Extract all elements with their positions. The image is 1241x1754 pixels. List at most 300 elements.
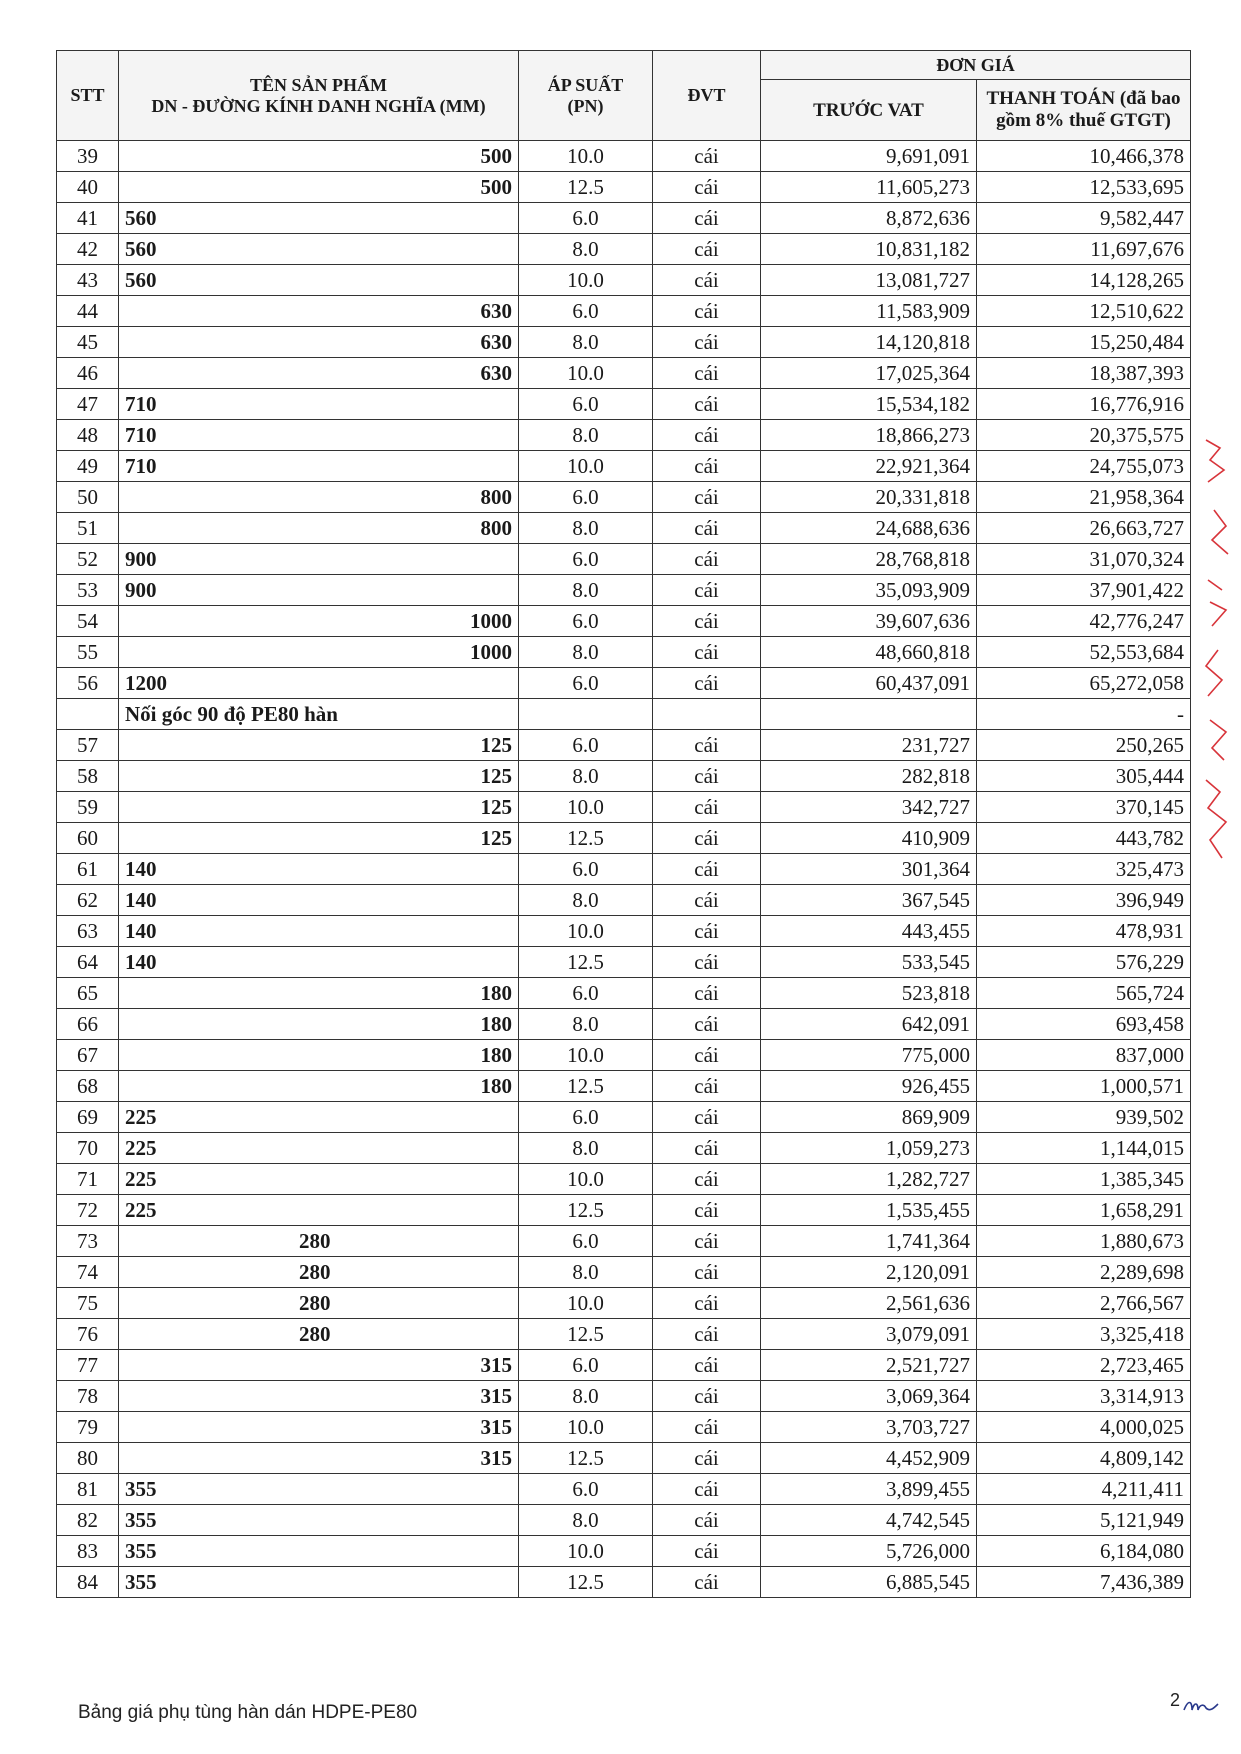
pressure-cell: 8.0 — [519, 1505, 653, 1536]
before-vat-cell: 13,081,727 — [761, 265, 977, 296]
red-margin-stamp-icon — [1200, 430, 1236, 870]
pressure-cell: 8.0 — [519, 234, 653, 265]
header-pressure-line2: (PN) — [567, 95, 604, 116]
product-cell: 125 — [119, 761, 519, 792]
before-vat-cell: 926,455 — [761, 1071, 977, 1102]
pressure-cell: 12.5 — [519, 823, 653, 854]
table-row — [57, 1536, 1191, 1567]
pressure-cell: 8.0 — [519, 1257, 653, 1288]
stt-cell: 59 — [57, 792, 119, 823]
unit-cell: cái — [653, 1226, 761, 1257]
payment-cell: 1,385,345 — [977, 1164, 1191, 1195]
stt-cell: 82 — [57, 1505, 119, 1536]
product-cell: 355 — [119, 1567, 519, 1598]
unit-cell: cái — [653, 1536, 761, 1567]
product-cell: 1200 — [119, 668, 519, 699]
pressure-cell: 8.0 — [519, 513, 653, 544]
before-vat-cell: 10,831,182 — [761, 234, 977, 265]
table-row — [57, 637, 1191, 668]
before-vat-cell: 28,768,818 — [761, 544, 977, 575]
before-vat-cell: 3,899,455 — [761, 1474, 977, 1505]
unit-cell: cái — [653, 451, 761, 482]
table-row — [57, 1381, 1191, 1412]
product-cell: 180 — [119, 1071, 519, 1102]
before-vat-cell: 14,120,818 — [761, 327, 977, 358]
stt-cell: 61 — [57, 854, 119, 885]
pressure-cell: 10.0 — [519, 265, 653, 296]
before-vat-cell: 8,872,636 — [761, 203, 977, 234]
payment-cell: 2,289,698 — [977, 1257, 1191, 1288]
stt-cell: 77 — [57, 1350, 119, 1381]
table-row — [57, 1412, 1191, 1443]
before-vat-cell: 367,545 — [761, 885, 977, 916]
pressure-cell: 8.0 — [519, 575, 653, 606]
payment-cell: 12,510,622 — [977, 296, 1191, 327]
table-header — [57, 51, 1191, 141]
payment-cell: 1,658,291 — [977, 1195, 1191, 1226]
before-vat-cell: 1,535,455 — [761, 1195, 977, 1226]
stt-cell: 44 — [57, 296, 119, 327]
stt-cell: 51 — [57, 513, 119, 544]
table-row — [57, 389, 1191, 420]
pressure-cell: 6.0 — [519, 668, 653, 699]
table-row — [57, 1443, 1191, 1474]
payment-cell: 2,723,465 — [977, 1350, 1191, 1381]
before-vat-cell: 301,364 — [761, 854, 977, 885]
before-vat-cell: 282,818 — [761, 761, 977, 792]
unit-cell: cái — [653, 761, 761, 792]
unit-cell: cái — [653, 389, 761, 420]
product-cell: 140 — [119, 947, 519, 978]
table-row — [57, 792, 1191, 823]
table-row — [57, 265, 1191, 296]
unit-cell: cái — [653, 947, 761, 978]
header-pressure — [519, 51, 653, 141]
payment-cell: 443,782 — [977, 823, 1191, 854]
stt-cell: 55 — [57, 637, 119, 668]
before-vat-cell: 533,545 — [761, 947, 977, 978]
product-cell: 560 — [119, 265, 519, 296]
table-row — [57, 358, 1191, 389]
stt-cell: 73 — [57, 1226, 119, 1257]
product-cell: 125 — [119, 730, 519, 761]
stt-cell: 39 — [57, 141, 119, 172]
stt-cell: 43 — [57, 265, 119, 296]
stt-cell: 64 — [57, 947, 119, 978]
payment-cell: - — [977, 699, 1191, 730]
product-cell: 630 — [119, 358, 519, 389]
table-row — [57, 947, 1191, 978]
table-row — [57, 420, 1191, 451]
pressure-cell: 12.5 — [519, 1071, 653, 1102]
pressure-cell: 10.0 — [519, 1164, 653, 1195]
stt-cell: 50 — [57, 482, 119, 513]
header-product — [119, 51, 519, 141]
payment-cell: 325,473 — [977, 854, 1191, 885]
table-row — [57, 141, 1191, 172]
stt-cell: 79 — [57, 1412, 119, 1443]
table-row — [57, 234, 1191, 265]
unit-cell: cái — [653, 1350, 761, 1381]
before-vat-cell: 1,741,364 — [761, 1226, 977, 1257]
pressure-cell: 12.5 — [519, 1319, 653, 1350]
payment-cell: 5,121,949 — [977, 1505, 1191, 1536]
payment-cell: 250,265 — [977, 730, 1191, 761]
before-vat-cell: 35,093,909 — [761, 575, 977, 606]
stt-cell: 75 — [57, 1288, 119, 1319]
stt-cell: 46 — [57, 358, 119, 389]
product-cell: 355 — [119, 1505, 519, 1536]
table-row — [57, 1040, 1191, 1071]
payment-cell: 396,949 — [977, 885, 1191, 916]
unit-cell: cái — [653, 1319, 761, 1350]
unit-cell: cái — [653, 854, 761, 885]
pressure-cell: 6.0 — [519, 1474, 653, 1505]
unit-cell: cái — [653, 358, 761, 389]
pressure-cell: 8.0 — [519, 327, 653, 358]
payment-cell: 24,755,073 — [977, 451, 1191, 482]
table-row — [57, 296, 1191, 327]
table-row — [57, 1102, 1191, 1133]
stt-cell: 65 — [57, 978, 119, 1009]
pressure-cell: 12.5 — [519, 1443, 653, 1474]
unit-cell: cái — [653, 141, 761, 172]
product-cell: 800 — [119, 513, 519, 544]
unit-cell: cái — [653, 823, 761, 854]
payment-cell: 6,184,080 — [977, 1536, 1191, 1567]
table-row — [57, 606, 1191, 637]
before-vat-cell: 4,452,909 — [761, 1443, 977, 1474]
page-number: 2 — [1170, 1690, 1181, 1710]
pressure-cell: 8.0 — [519, 1133, 653, 1164]
product-cell: 710 — [119, 451, 519, 482]
payment-cell: 1,000,571 — [977, 1071, 1191, 1102]
unit-cell: cái — [653, 668, 761, 699]
stt-cell: 66 — [57, 1009, 119, 1040]
unit-cell: cái — [653, 885, 761, 916]
stt-cell: 47 — [57, 389, 119, 420]
product-cell: 560 — [119, 203, 519, 234]
unit-cell: cái — [653, 1381, 761, 1412]
table-body — [57, 141, 1191, 1598]
stt-cell: 63 — [57, 916, 119, 947]
unit-cell — [653, 699, 761, 730]
stt-cell: 42 — [57, 234, 119, 265]
table-row — [57, 1319, 1191, 1350]
header-product-line1: TÊN SẢN PHẨM — [249, 74, 387, 95]
pressure-cell: 6.0 — [519, 1102, 653, 1133]
table-row — [57, 327, 1191, 358]
product-cell: 225 — [119, 1133, 519, 1164]
table-row — [57, 668, 1191, 699]
product-cell: 355 — [119, 1536, 519, 1567]
pressure-cell: 8.0 — [519, 1009, 653, 1040]
payment-cell: 42,776,247 — [977, 606, 1191, 637]
pressure-cell: 10.0 — [519, 1536, 653, 1567]
unit-cell: cái — [653, 1009, 761, 1040]
pressure-cell: 6.0 — [519, 296, 653, 327]
payment-cell: 15,250,484 — [977, 327, 1191, 358]
unit-cell: cái — [653, 978, 761, 1009]
product-cell: 800 — [119, 482, 519, 513]
stt-cell: 56 — [57, 668, 119, 699]
before-vat-cell: 443,455 — [761, 916, 977, 947]
product-cell: 630 — [119, 327, 519, 358]
product-cell: 140 — [119, 854, 519, 885]
unit-cell: cái — [653, 792, 761, 823]
product-cell: 315 — [119, 1350, 519, 1381]
unit-cell: cái — [653, 482, 761, 513]
unit-cell: cái — [653, 513, 761, 544]
header-payment: THANH TOÁN (đã bao gồm 8% thuế GTGT) — [977, 80, 1191, 141]
stt-cell: 54 — [57, 606, 119, 637]
pressure-cell: 10.0 — [519, 916, 653, 947]
stt-cell: 48 — [57, 420, 119, 451]
before-vat-cell: 775,000 — [761, 1040, 977, 1071]
product-cell: 710 — [119, 420, 519, 451]
table-row — [57, 823, 1191, 854]
pressure-cell: 6.0 — [519, 1350, 653, 1381]
stt-cell: 83 — [57, 1536, 119, 1567]
payment-cell: 12,533,695 — [977, 172, 1191, 203]
pressure-cell: 10.0 — [519, 1412, 653, 1443]
payment-cell: 4,211,411 — [977, 1474, 1191, 1505]
table-row — [57, 575, 1191, 606]
before-vat-cell: 48,660,818 — [761, 637, 977, 668]
unit-cell: cái — [653, 1257, 761, 1288]
payment-cell: 576,229 — [977, 947, 1191, 978]
unit-cell: cái — [653, 1195, 761, 1226]
payment-cell: 11,697,676 — [977, 234, 1191, 265]
stt-cell: 74 — [57, 1257, 119, 1288]
unit-cell: cái — [653, 234, 761, 265]
before-vat-cell: 17,025,364 — [761, 358, 977, 389]
stt-cell: 81 — [57, 1474, 119, 1505]
stt-cell: 68 — [57, 1071, 119, 1102]
table-row — [57, 1474, 1191, 1505]
stt-cell: 62 — [57, 885, 119, 916]
before-vat-cell: 5,726,000 — [761, 1536, 977, 1567]
before-vat-cell: 11,605,273 — [761, 172, 977, 203]
stt-cell: 67 — [57, 1040, 119, 1071]
unit-cell: cái — [653, 637, 761, 668]
stt-cell: 53 — [57, 575, 119, 606]
payment-cell: 3,325,418 — [977, 1319, 1191, 1350]
unit-cell: cái — [653, 172, 761, 203]
product-cell: 315 — [119, 1412, 519, 1443]
payment-cell: 837,000 — [977, 1040, 1191, 1071]
payment-cell: 1,144,015 — [977, 1133, 1191, 1164]
product-cell: 560 — [119, 234, 519, 265]
payment-cell: 65,272,058 — [977, 668, 1191, 699]
before-vat-cell — [761, 699, 977, 730]
pressure-cell: 10.0 — [519, 792, 653, 823]
payment-cell: 14,128,265 — [977, 265, 1191, 296]
pressure-cell: 6.0 — [519, 978, 653, 1009]
table-row — [57, 544, 1191, 575]
header-unit-price: ĐƠN GIÁ — [761, 51, 1191, 80]
stt-cell: 72 — [57, 1195, 119, 1226]
table-row — [57, 1164, 1191, 1195]
pressure-cell: 12.5 — [519, 947, 653, 978]
table-row — [57, 1350, 1191, 1381]
before-vat-cell: 3,703,727 — [761, 1412, 977, 1443]
pressure-cell: 12.5 — [519, 1567, 653, 1598]
product-cell: 280 — [119, 1226, 519, 1257]
product-cell: 315 — [119, 1381, 519, 1412]
table-row — [57, 1288, 1191, 1319]
product-cell: 180 — [119, 978, 519, 1009]
unit-cell: cái — [653, 1071, 761, 1102]
pressure-cell: 6.0 — [519, 482, 653, 513]
before-vat-cell: 2,561,636 — [761, 1288, 977, 1319]
before-vat-cell: 11,583,909 — [761, 296, 977, 327]
table-row — [57, 1009, 1191, 1040]
unit-cell: cái — [653, 1040, 761, 1071]
table-row — [57, 1226, 1191, 1257]
price-table — [56, 50, 1191, 1598]
payment-cell: 7,436,389 — [977, 1567, 1191, 1598]
payment-cell: 565,724 — [977, 978, 1191, 1009]
stt-cell: 80 — [57, 1443, 119, 1474]
product-cell: 280 — [119, 1288, 519, 1319]
pressure-cell: 12.5 — [519, 1195, 653, 1226]
payment-cell: 4,809,142 — [977, 1443, 1191, 1474]
pressure-cell: 8.0 — [519, 761, 653, 792]
unit-cell: cái — [653, 1412, 761, 1443]
payment-cell: 305,444 — [977, 761, 1191, 792]
product-cell: 280 — [119, 1257, 519, 1288]
product-cell: 1000 — [119, 606, 519, 637]
table-row — [57, 1505, 1191, 1536]
before-vat-cell: 2,521,727 — [761, 1350, 977, 1381]
stt-cell: 57 — [57, 730, 119, 761]
product-cell: 500 — [119, 172, 519, 203]
table-row — [57, 1567, 1191, 1598]
header-pressure-line1: ÁP SUẤT — [547, 74, 624, 95]
before-vat-cell: 410,909 — [761, 823, 977, 854]
product-cell: 710 — [119, 389, 519, 420]
before-vat-cell: 18,866,273 — [761, 420, 977, 451]
table-row — [57, 451, 1191, 482]
product-cell: 315 — [119, 1443, 519, 1474]
stt-cell: 40 — [57, 172, 119, 203]
product-cell: 1000 — [119, 637, 519, 668]
header-stt: STT — [57, 51, 119, 141]
before-vat-cell: 523,818 — [761, 978, 977, 1009]
before-vat-cell: 22,921,364 — [761, 451, 977, 482]
header-product-line2: DN - ĐƯỜNG KÍNH DANH NGHĨA (MM) — [151, 95, 486, 116]
handwritten-initials-icon — [1180, 1690, 1220, 1718]
before-vat-cell: 3,069,364 — [761, 1381, 977, 1412]
pressure-cell: 6.0 — [519, 1226, 653, 1257]
unit-cell: cái — [653, 1133, 761, 1164]
payment-cell: 10,466,378 — [977, 141, 1191, 172]
pressure-cell — [519, 699, 653, 730]
unit-cell: cái — [653, 1505, 761, 1536]
unit-cell: cái — [653, 575, 761, 606]
payment-cell: 693,458 — [977, 1009, 1191, 1040]
table-row — [57, 1133, 1191, 1164]
payment-cell: 37,901,422 — [977, 575, 1191, 606]
table-row — [57, 1071, 1191, 1102]
payment-cell: 3,314,913 — [977, 1381, 1191, 1412]
payment-cell: 16,776,916 — [977, 389, 1191, 420]
unit-cell: cái — [653, 1443, 761, 1474]
table-row — [57, 1195, 1191, 1226]
stt-cell: 45 — [57, 327, 119, 358]
table-row — [57, 730, 1191, 761]
payment-cell: 26,663,727 — [977, 513, 1191, 544]
stt-cell: 58 — [57, 761, 119, 792]
unit-cell: cái — [653, 420, 761, 451]
table-row — [57, 172, 1191, 203]
before-vat-cell: 342,727 — [761, 792, 977, 823]
product-cell: 140 — [119, 916, 519, 947]
payment-cell: 18,387,393 — [977, 358, 1191, 389]
pressure-cell: 10.0 — [519, 141, 653, 172]
unit-cell: cái — [653, 1102, 761, 1133]
table-row — [57, 916, 1191, 947]
payment-cell: 939,502 — [977, 1102, 1191, 1133]
pressure-cell: 6.0 — [519, 203, 653, 234]
unit-cell: cái — [653, 730, 761, 761]
pressure-cell: 12.5 — [519, 172, 653, 203]
unit-cell: cái — [653, 916, 761, 947]
payment-cell: 2,766,567 — [977, 1288, 1191, 1319]
stt-cell: 41 — [57, 203, 119, 234]
table-row — [57, 699, 1191, 730]
unit-cell: cái — [653, 544, 761, 575]
before-vat-cell: 20,331,818 — [761, 482, 977, 513]
stt-cell: 49 — [57, 451, 119, 482]
before-vat-cell: 231,727 — [761, 730, 977, 761]
stt-cell — [57, 699, 119, 730]
table-row — [57, 513, 1191, 544]
stt-cell: 78 — [57, 1381, 119, 1412]
product-cell: 225 — [119, 1164, 519, 1195]
before-vat-cell: 39,607,636 — [761, 606, 977, 637]
payment-cell: 31,070,324 — [977, 544, 1191, 575]
product-cell: 140 — [119, 885, 519, 916]
pressure-cell: 6.0 — [519, 730, 653, 761]
table-row — [57, 885, 1191, 916]
unit-cell: cái — [653, 1288, 761, 1319]
stt-cell: 52 — [57, 544, 119, 575]
payment-cell: 370,145 — [977, 792, 1191, 823]
before-vat-cell: 4,742,545 — [761, 1505, 977, 1536]
before-vat-cell: 60,437,091 — [761, 668, 977, 699]
product-cell: 900 — [119, 575, 519, 606]
unit-cell: cái — [653, 265, 761, 296]
payment-cell: 21,958,364 — [977, 482, 1191, 513]
unit-cell: cái — [653, 1474, 761, 1505]
payment-cell: 20,375,575 — [977, 420, 1191, 451]
product-cell: 180 — [119, 1009, 519, 1040]
payment-cell: 52,553,684 — [977, 637, 1191, 668]
pressure-cell: 8.0 — [519, 420, 653, 451]
before-vat-cell: 2,120,091 — [761, 1257, 977, 1288]
stt-cell: 70 — [57, 1133, 119, 1164]
payment-cell: 478,931 — [977, 916, 1191, 947]
product-cell: 180 — [119, 1040, 519, 1071]
unit-cell: cái — [653, 1567, 761, 1598]
stt-cell: 76 — [57, 1319, 119, 1350]
before-vat-cell: 15,534,182 — [761, 389, 977, 420]
before-vat-cell: 1,059,273 — [761, 1133, 977, 1164]
product-cell: 900 — [119, 544, 519, 575]
product-cell: 125 — [119, 823, 519, 854]
